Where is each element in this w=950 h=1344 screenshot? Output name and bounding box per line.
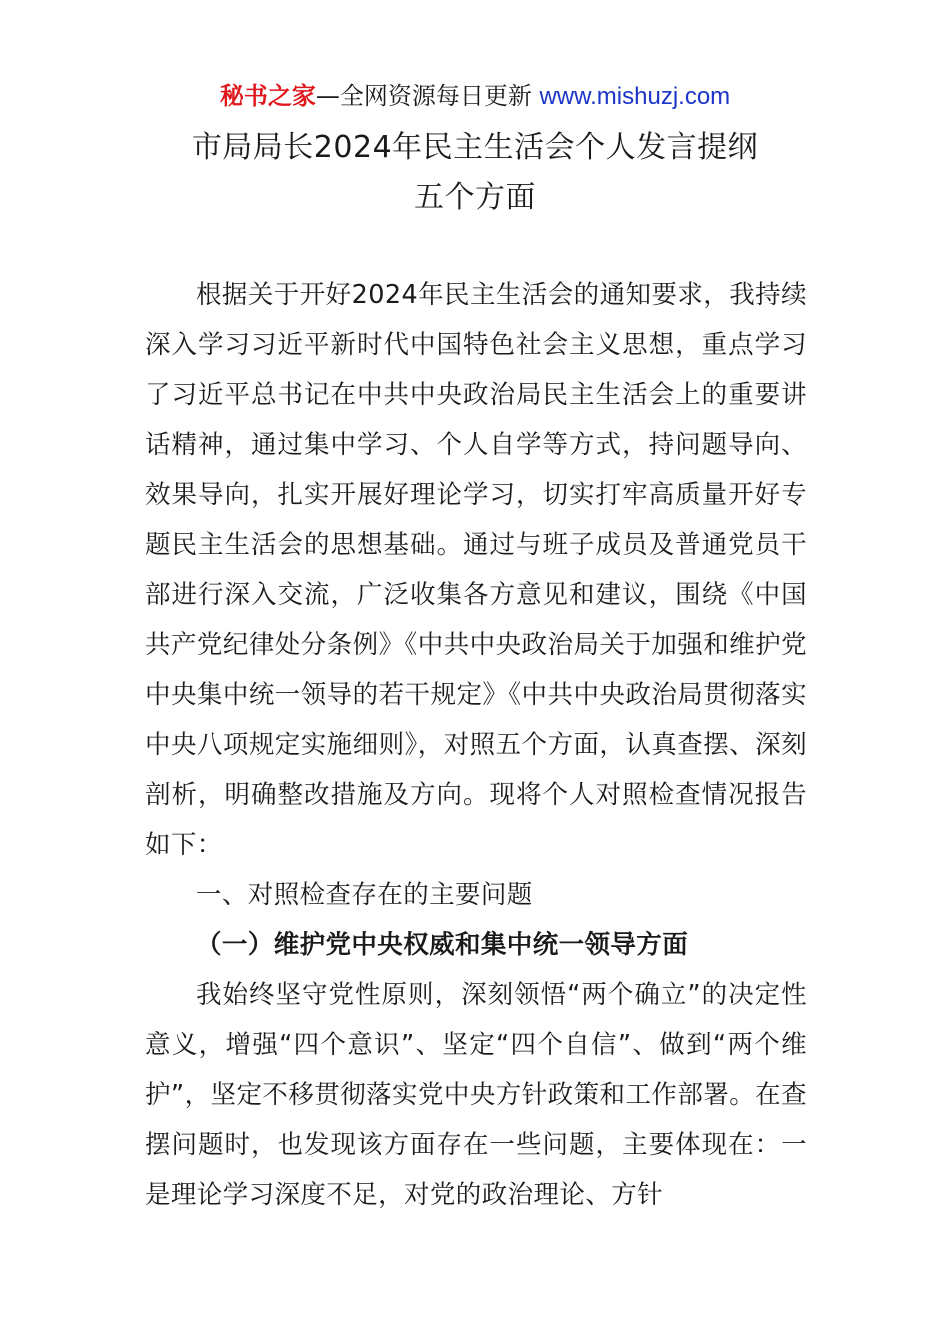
section-heading: 一、对照检查存在的主要问题	[196, 880, 533, 910]
intro-paragraph: 根据关于开好2024年民主生活会的通知要求，我持续深入学习习近平新时代中国特色社会主义思想，重点学习了习近平总书记在中共中央政治局民主生活会上的重要讲话精神，通过集中学习、个人自学等方式，持问题导向、效果导向，扎实开展好理论学习，切实打牢高质量开好专题民主生活会的思想基础。通过与班子成员及普通党员干部进行深入交流，广泛收集各方意见和建议，围绕《中国共产党纪律处分条例》《中共中央政治局关于加强和维护党中央集中统一领导的若干规定》《中共中央政治局贯彻落实中央八项规定实施细则》，对照五个方面，认真查摆、深刻剖析，明确整改措施及方向。现将个人对照检查情况报告如下：	[145, 280, 807, 860]
header-tagline: —全网资源每日更新	[315, 82, 540, 110]
document-title: 市局局长2024年民主生活会个人发言提纲	[191, 130, 759, 165]
site-header	[0, 80, 950, 113]
subsection-heading: （一）维护党中央权威和集中统一领导方面	[196, 930, 689, 960]
document-body	[145, 270, 807, 1220]
document-subtitle: 五个方面	[414, 180, 536, 215]
site-url-link[interactable]: www.mishuzj.com	[539, 83, 731, 110]
brand-name: 秘书之家	[219, 82, 316, 110]
section-paragraph: 我始终坚守党性原则，深刻领悟“两个确立”的决定性意义，增强“四个意识”、坚定“四个自信”、做到“两个维护”，坚定不移贯彻落实党中央方针政策和工作部署。在查摆问题时，也发现该方面存在一些问题，主要体现在：一是理论学习深度不足，对党的政治理论、方针	[145, 980, 807, 1210]
